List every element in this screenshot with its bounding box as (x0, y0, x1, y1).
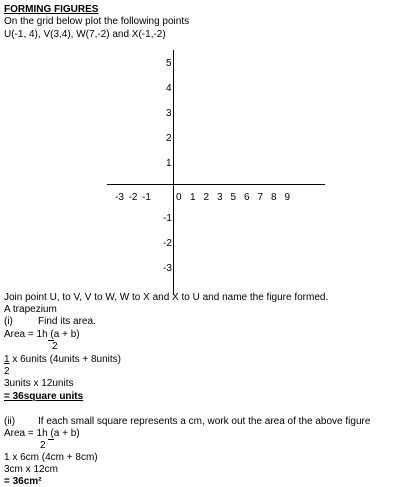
x-axis (107, 184, 325, 185)
y-tick-label: -3 (163, 263, 172, 274)
multiplication-step: 3units x 12units (4, 378, 74, 389)
worksheet-title: FORMING FIGURES (4, 4, 99, 15)
y-tick-label: 3 (166, 108, 172, 119)
x-tick-label: -2 (128, 192, 138, 203)
y-tick-label: 4 (166, 83, 172, 94)
part-ii-question: If each small square represents a cm, work out the area of the above figure (38, 416, 371, 427)
step-numerator: 1 (4, 354, 10, 365)
step-denominator: 2 (4, 366, 10, 377)
y-tick-label: -1 (163, 213, 172, 224)
part-ii-number: (ii) (4, 416, 16, 427)
step-expression: x 6units (4units + 8units) (9, 354, 122, 365)
area-formula: Area = 1h (a + b) (4, 329, 80, 340)
x-tick-label: 3 (217, 192, 223, 203)
y-tick-label: 5 (166, 58, 172, 69)
multiplication-step-cm: 3cm x 12cm (4, 464, 58, 475)
x-tick-label: 7 (257, 192, 264, 203)
answer-area-cm: = 36cm² (4, 476, 42, 487)
answer-area-units: = 36square units (4, 391, 84, 402)
x-tick-label: 6 (244, 192, 250, 203)
instruction-plot: On the grid below plot the following points (4, 16, 190, 27)
substitution-step (4, 354, 121, 365)
part-i-question: Find its area. (38, 316, 96, 327)
x-tick-label: 9 (284, 192, 291, 203)
instruction-join: Join point U, to V, V to W, W to X and X to U and name the figure formed. (4, 292, 329, 303)
x-tick-label: -1 (142, 192, 151, 203)
formula-denominator-cm: 2 (40, 440, 46, 451)
x-tick-label: 8 (271, 192, 277, 203)
x-tick-label: -3 (115, 192, 124, 203)
fraction-bar-cm (48, 439, 54, 440)
formula-denominator: 2 (52, 341, 58, 352)
answer-figure-name: A trapezium (4, 304, 57, 315)
area-formula-cm: Area = 1h (a + b) (4, 428, 80, 439)
y-tick-label: 2 (166, 133, 172, 144)
y-tick-label: 1 (166, 158, 172, 169)
y-tick-label: -2 (163, 238, 172, 249)
x-tick-label: 2 (203, 192, 210, 203)
points-list: U(-1, 4), V(3,4), W(7,-2) and X(-1,-2) (4, 29, 166, 40)
x-tick-label: 0 (176, 192, 182, 203)
part-i-number: (i) (4, 316, 13, 327)
x-tick-label: 1 (190, 192, 196, 203)
substitution-step-cm: 1 x 6cm (4cm + 8cm) (4, 452, 98, 463)
y-axis (173, 50, 174, 295)
x-tick-label: 5 (230, 192, 237, 203)
